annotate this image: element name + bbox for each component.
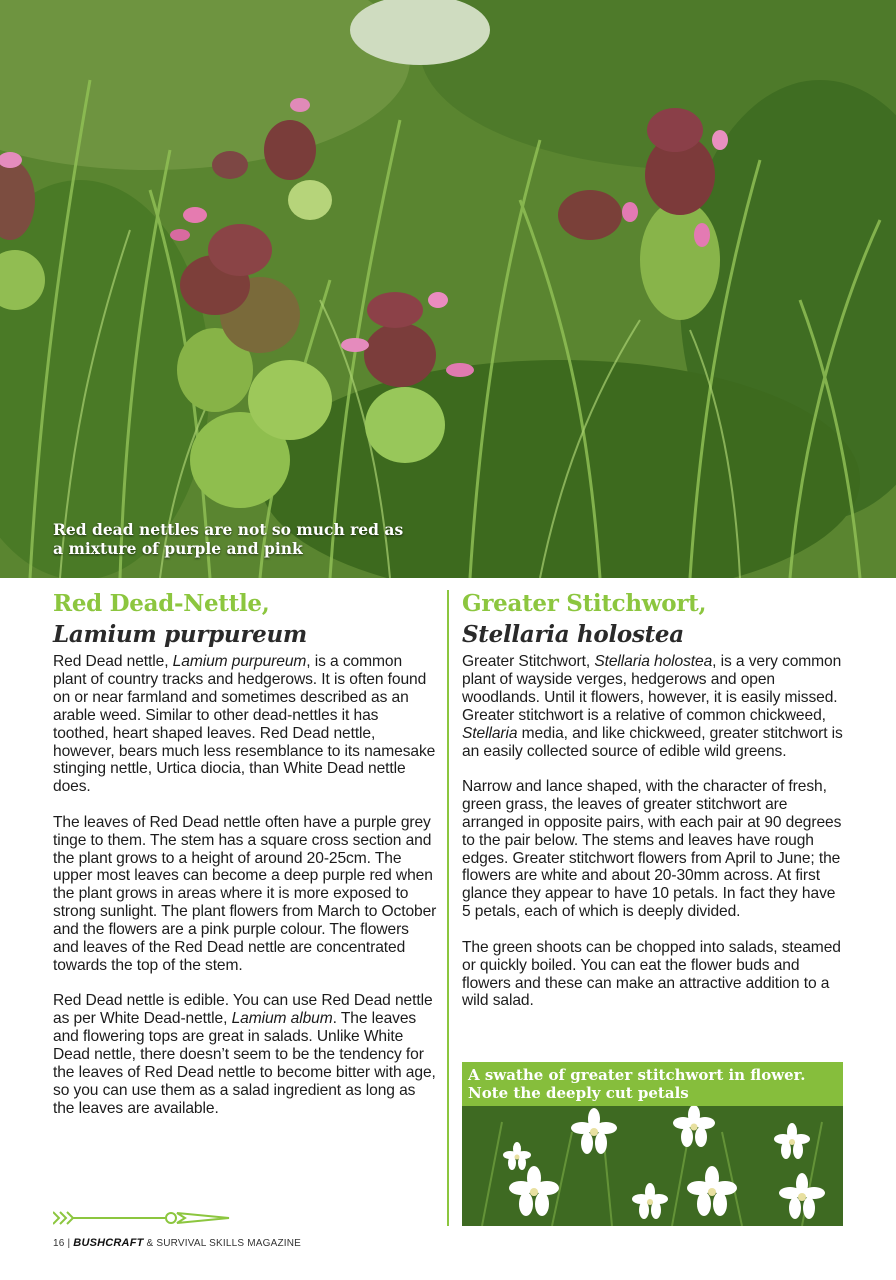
left-article-subheading: Lamium purpureum	[53, 621, 307, 648]
magazine-brand: BUSHCRAFT	[73, 1237, 144, 1249]
right-paragraph-1: Greater Stitchwort, Stellaria holostea, is a very common plant of wayside verges, hedgerows and open woodlands. Until it flowers, however, it is easily missed. Greater stitchwort is a relative of common chickweed, Stellaria media, and like chickweed, greater stitchwort is an easily collected source of edible wild greens.	[462, 653, 843, 760]
right-article-heading: Greater Stitchwort,	[462, 590, 707, 617]
red-dead-nettle-photo	[0, 0, 896, 578]
left-article-heading: Red Dead-Nettle,	[53, 590, 270, 617]
right-paragraph-3: The green shoots can be chopped into salads, steamed or quickly boiled. You can eat the flower buds and flowers and these can make an attractive addition to a wild salad.	[462, 938, 841, 1010]
page-footer	[53, 1237, 301, 1249]
decorative-arrow-icon	[53, 1210, 231, 1226]
stitchwort-photo-caption: A swathe of greater stitchwort in flower. Note the deeply cut petals	[462, 1062, 843, 1106]
right-paragraph-2: Narrow and lance shaped, with the character of fresh, green grass, the leaves of greater stitchwort are arranged in opposite pairs, with each pair at 90 degrees to the pair below. The stems and leaves have rough edges. Greater stitchwort flowers from April to June; the flowers are white and about 20-30mm across. At first glance they appear to have 10 petals. In fact they have 5 petals, each of which is deeply divided.	[462, 777, 842, 921]
left-article	[53, 588, 437, 1135]
magazine-name: & SURVIVAL SKILLS MAGAZINE	[143, 1238, 302, 1249]
page-number: 16	[53, 1238, 65, 1249]
left-paragraph-2: The leaves of Red Dead nettle often have a purple grey tinge to them. The stem has a square cross section and the plant grows to a height of around 20-25cm. The upper most leaves can become a deep purple red when the plant grows in areas where it is more exposed to strong sunlight. The plant flowers from March to October and the flowers are a pink purple colour. The flowers and leaves of the Red Dead nettle are concentrated towards the top of the stem.	[53, 813, 437, 974]
right-article	[462, 588, 846, 1028]
hero-photo	[0, 0, 896, 578]
column-divider	[447, 590, 449, 1226]
stitchwort-photo	[462, 1062, 843, 1226]
left-paragraph-1: Red Dead nettle, Lamium purpureum, is a common plant of country tracks and hedgerows. It is often found on or near farmland and sometimes described as an arable weed. Similar to other dead-nettles it has toothed, heart shaped leaves. Red Dead nettle, however, bears much less resemblance to its namesake stinging nettle, Urtica diocia, than White Dead nettle does.	[53, 653, 436, 796]
footer-separator: |	[64, 1238, 74, 1249]
right-article-subheading: Stellaria holostea	[462, 621, 684, 648]
hero-caption: Red dead nettles are not so much red as a mixture of purple and pink	[53, 520, 404, 558]
left-paragraph-3: Red Dead nettle is edible. You can use Red Dead nettle as per White Dead-nettle, Lamium album. The leaves and flowering tops are great in salads. Unlike White Dead nettle, there doesn’t seem to be the tendency for the leaves of Red Dead nettle to become bitter with age, so you can use them as a salad ingredient as long as the leaves are available.	[53, 992, 436, 1117]
